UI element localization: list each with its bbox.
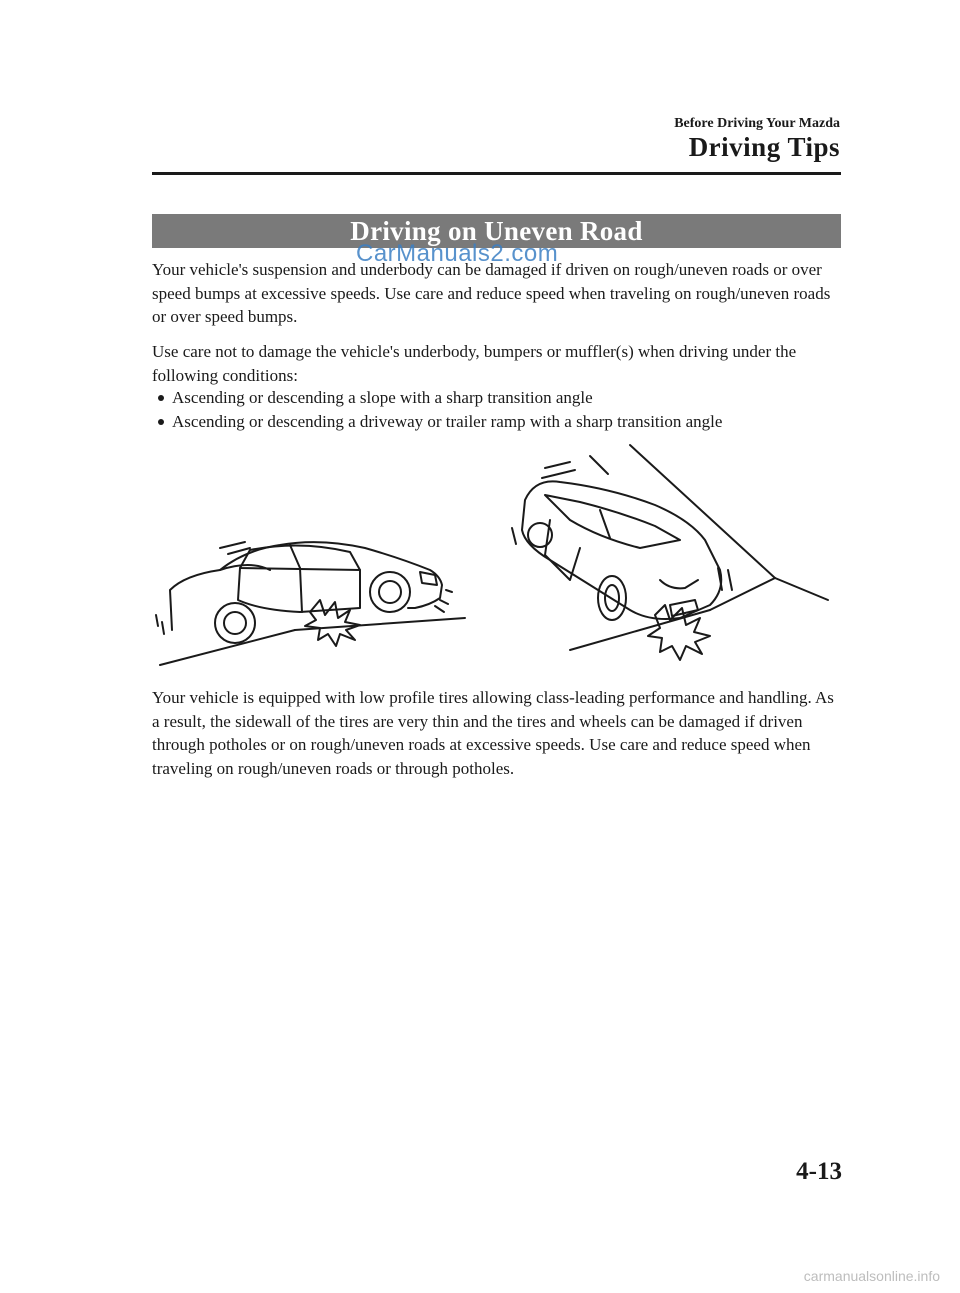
conditions-list (152, 386, 842, 433)
car-front-driveway-icon (512, 445, 828, 660)
paragraph-low-profile-tires: Your vehicle is equipped with low profile tires allowing class-leading performance and handling. As a result, the sidewall of the tires are very thin and the tires and wheels can be damaged if driven through potholes or on rough/uneven roads at excessive speeds. Use care and reduce speed when traveling on rough/uneven roads or through potholes. (152, 688, 834, 778)
car-side-slope-icon (156, 542, 465, 665)
section-title: Driving on Uneven Road (350, 215, 643, 246)
watermark-link[interactable]: CarManuals2.com (356, 240, 559, 267)
uneven-road-illustration (150, 440, 840, 680)
site-watermark: carmanualsonline.info (803, 1268, 940, 1284)
section-heading: Driving Tips (688, 132, 840, 162)
bullet-icon (158, 419, 164, 425)
page-number: 4-13 (796, 1158, 842, 1185)
header-divider (152, 172, 841, 175)
bullet-icon (158, 395, 164, 401)
paragraph-underbody-care: Use care not to damage the vehicle's underbody, bumpers or muffler(s) when driving under the following conditions: (152, 342, 797, 385)
list-item: Ascending or descending a slope with a sharp transition angle (152, 386, 842, 410)
paragraph-suspension-damage: Your vehicle's suspension and underbody can be damaged if driven on rough/uneven roads or over speed bumps at excessive speeds. Use care and reduce speed when traveling on rough/uneven roads or over speed bumps. (152, 260, 831, 326)
chapter-title: Before Driving Your Mazda (674, 116, 840, 131)
list-item: Ascending or descending a driveway or trailer ramp with a sharp transition angle (152, 410, 842, 434)
